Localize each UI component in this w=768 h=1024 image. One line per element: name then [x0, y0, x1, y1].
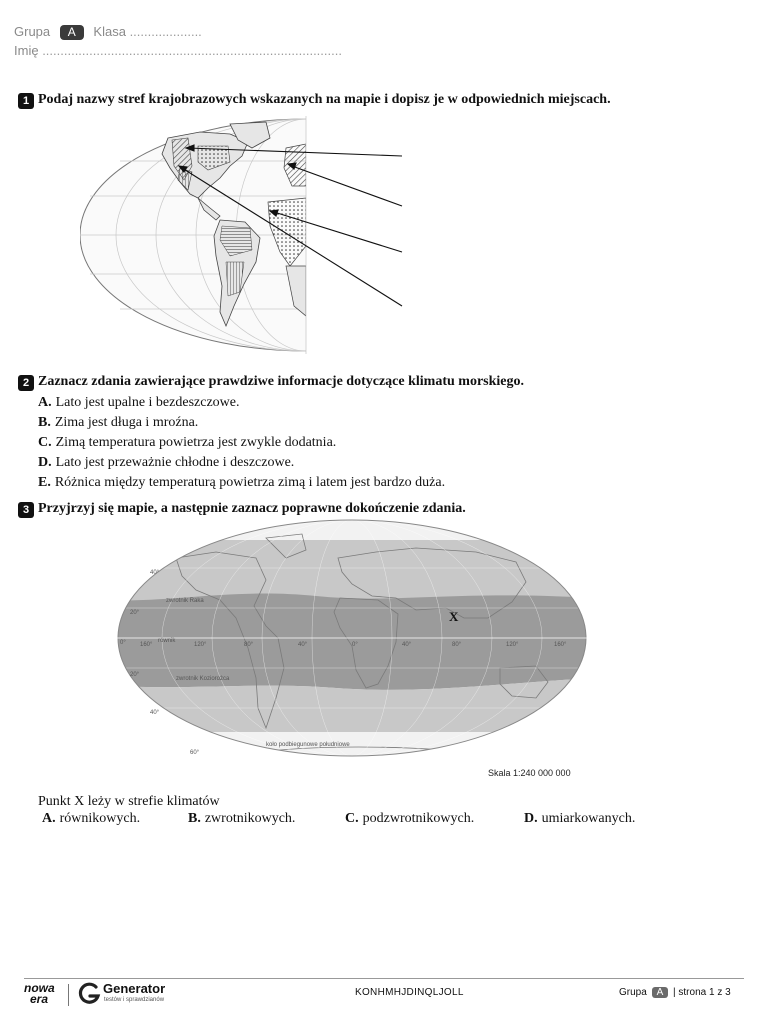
q2-option-b[interactable] [38, 415, 198, 431]
lat-label: 40° [150, 570, 160, 576]
option-letter: C. [38, 435, 52, 450]
option-letter: E. [38, 475, 51, 490]
q2-option-a[interactable] [38, 395, 239, 411]
nowa-era-logo [24, 983, 64, 1007]
label-tropic-north: zwrotnik Raka [166, 598, 204, 604]
q3-answer-a[interactable] [42, 811, 140, 827]
lat-label: 40° [150, 710, 160, 716]
lon-label: 120° [506, 642, 519, 648]
option-letter: A. [38, 395, 52, 410]
lon-label: 40° [298, 642, 308, 648]
lon-label: 80° [244, 642, 254, 648]
point-x-marker: X [449, 609, 459, 624]
answer-text: umiarkowanych. [541, 811, 636, 826]
label-tropic-south: zwrotnik Koziorożca [176, 676, 230, 682]
lon-label: 80° [452, 642, 462, 648]
q1-number: 1 [18, 93, 34, 109]
lat-label: 0° [120, 640, 126, 646]
brand-top: nowa [24, 981, 55, 995]
q2-text: Zaznacz zdania zawierające prawdziwe informacje dotyczące klimatu morskiego. [38, 374, 524, 389]
option-text: Zima jest długa i mroźna. [54, 415, 199, 430]
q2-option-c[interactable] [38, 435, 336, 451]
option-letter: B. [38, 415, 51, 430]
option-letter: D. [38, 455, 52, 470]
option-text: Zimą temperatura powietrza jest zwykle dodatnia. [55, 435, 337, 450]
group-label: Grupa [14, 24, 51, 39]
class-dots: .................... [129, 24, 202, 39]
lat-label: 20° [130, 610, 140, 616]
footer-group-label: Grupa [619, 987, 647, 998]
header-name-row [14, 43, 342, 58]
lon-label: 120° [194, 642, 207, 648]
answer-letter: C. [345, 811, 359, 826]
q2-number: 2 [18, 375, 34, 391]
answer-letter: D. [524, 811, 538, 826]
group-badge: A [60, 25, 84, 40]
name-label: Imię [14, 43, 39, 58]
map-scale: Skala 1:240 000 000 [488, 768, 571, 778]
option-text: Lato jest upalne i bezdeszczowe. [55, 395, 240, 410]
footer-divider [24, 978, 744, 979]
q2-option-d[interactable] [38, 455, 294, 471]
name-dots: ................................................................................... [42, 43, 342, 58]
option-text: Lato jest przeważnie chłodne i deszczowe. [55, 455, 295, 470]
lon-label: 40° [402, 642, 412, 648]
q3-answer-d[interactable] [524, 811, 635, 827]
q3-sentence: Punkt X leży w strefie klimatów [38, 794, 220, 809]
lat-label: 60° [190, 750, 200, 756]
header-group-row [14, 24, 202, 40]
lon-label: 160° [140, 642, 153, 648]
logo-divider [68, 984, 69, 1006]
footer-page-info [619, 987, 731, 998]
q3-answer-c[interactable] [345, 811, 474, 827]
footer-page-number: | strona 1 z 3 [673, 987, 731, 998]
answer-text: zwrotnikowych. [204, 811, 296, 826]
document-code: KONHMHJDINQLJOLL [355, 987, 464, 998]
q3-climate-map [116, 518, 592, 782]
answer-letter: B. [188, 811, 201, 826]
footer-group-badge: A [652, 987, 669, 998]
brand-bottom: era [30, 992, 49, 1006]
generator-title: Generator [103, 981, 166, 996]
q1-text: Podaj nazwy stref krajobrazowych wskazanych na mapie i dopisz je w odpowiednich miejscach. [38, 92, 611, 107]
lon-label: 0° [352, 642, 358, 648]
label-polar-south: koło podbiegunowe południowe [266, 742, 350, 748]
answer-letter: A. [42, 811, 56, 826]
class-label: Klasa [93, 24, 126, 39]
q3-text: Przyjrzyj się mapie, a następnie zaznacz poprawne dokończenie zdania. [38, 501, 466, 516]
lon-label: 160° [554, 642, 567, 648]
q2-option-e[interactable] [38, 475, 445, 491]
answer-text: podzwrotnikowych. [362, 811, 475, 826]
label-equator: równik [158, 638, 176, 644]
q1-map [80, 116, 406, 354]
option-text: Różnica między temperaturą powietrza zimą i latem jest bardzo duża. [54, 475, 446, 490]
answer-text: równikowych. [59, 811, 141, 826]
q3-number: 3 [18, 502, 34, 518]
lat-label: 20° [130, 672, 140, 678]
generator-subtitle: testów i sprawdzianów [104, 997, 165, 1003]
q3-answer-b[interactable] [188, 811, 295, 827]
generator-logo-icon [76, 981, 102, 1007]
